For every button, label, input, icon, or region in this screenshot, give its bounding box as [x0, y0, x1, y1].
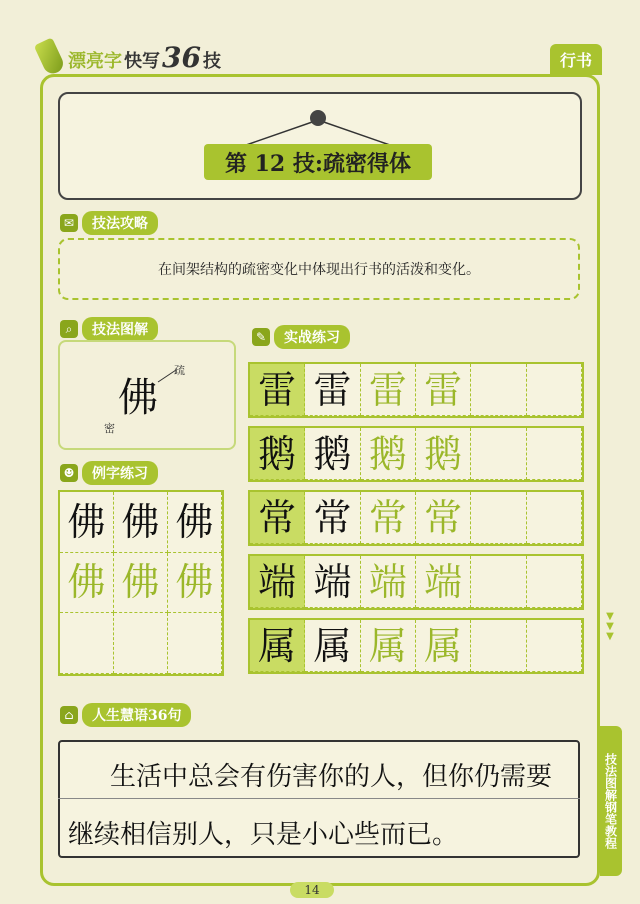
practice-cell: 端 — [305, 556, 360, 608]
practice-trace-cell: 属 — [416, 620, 471, 672]
series-logo — [40, 40, 221, 74]
practice-row — [248, 554, 584, 610]
practice-trace-cell: 鹅 — [416, 428, 471, 480]
diagram-label — [60, 318, 158, 340]
series-num: 36 — [162, 41, 201, 74]
practice-cell: 属 — [250, 620, 305, 672]
practice-grid — [248, 362, 584, 674]
tips-text: 在间架结构的疏密变化中体现出行书的活泼和变化。 — [158, 262, 480, 278]
practice-cell: 端 — [250, 556, 305, 608]
side-tab: 技法图解钢笔教程 — [600, 726, 622, 876]
pin-icon — [310, 110, 326, 126]
series-part2: 快写 — [124, 51, 160, 72]
person-icon: ☻ — [60, 464, 78, 482]
practice-label-text: 实战练习 — [274, 325, 350, 349]
diagram-label-text: 技法图解 — [82, 317, 158, 341]
pen-icon: ✎ — [252, 328, 270, 346]
practice-cell: 雷 — [250, 364, 305, 416]
example-blank-cell — [114, 613, 168, 674]
practice-trace-cell: 雷 — [416, 364, 471, 416]
practice-cell: 属 — [305, 620, 360, 672]
style-badge: 行书 — [550, 44, 602, 75]
arrow-icon — [150, 366, 180, 386]
example-blank-cell — [60, 613, 114, 674]
practice-blank-cell — [471, 556, 526, 608]
example-trace-cell: 佛 — [168, 553, 222, 614]
practice-cell: 常 — [305, 492, 360, 544]
practice-cell: 雷 — [305, 364, 360, 416]
pencil-icon — [34, 37, 66, 76]
tips-box — [58, 238, 580, 300]
envelope-icon: ✉ — [60, 214, 78, 232]
ruling-line — [58, 798, 580, 799]
practice-cell: 鹅 — [250, 428, 305, 480]
practice-label — [252, 326, 350, 348]
house-icon: ⌂ — [60, 706, 78, 724]
practice-cell: 常 — [250, 492, 305, 544]
example-trace-cell: 佛 — [60, 553, 114, 614]
practice-blank-cell — [527, 492, 582, 544]
practice-row — [248, 490, 584, 546]
practice-trace-cell: 雷 — [361, 364, 416, 416]
example-cell: 佛 — [114, 492, 168, 553]
practice-trace-cell: 端 — [361, 556, 416, 608]
series-part1: 漂亮字 — [68, 51, 122, 72]
magnifier-icon: ⌕ — [60, 320, 78, 338]
motto-line-1: 生活中总会有伤害你的人，但你仍需要 — [110, 762, 553, 792]
practice-row — [248, 362, 584, 418]
series-title — [68, 41, 221, 74]
practice-blank-cell — [471, 364, 526, 416]
practice-blank-cell — [471, 428, 526, 480]
example-label-text: 例字练习 — [82, 461, 158, 485]
arrows-icon: ▼ ▼ ▼ — [606, 611, 614, 642]
example-cell: 佛 — [168, 492, 222, 553]
note-sparse: 疏 — [174, 364, 185, 377]
practice-row — [248, 618, 584, 674]
practice-blank-cell — [471, 620, 526, 672]
practice-trace-cell: 属 — [361, 620, 416, 672]
page-number: 14 — [290, 882, 334, 898]
tips-label-text: 技法攻略 — [82, 211, 158, 235]
motto-label — [60, 704, 191, 726]
practice-trace-cell: 常 — [416, 492, 471, 544]
practice-blank-cell — [527, 428, 582, 480]
practice-blank-cell — [527, 364, 582, 416]
example-cell: 佛 — [60, 492, 114, 553]
example-grid — [58, 490, 224, 676]
diagram-char: 佛 — [118, 375, 158, 421]
motto-line-2: 继续相信别人，只是小心些而已。 — [68, 820, 459, 850]
tips-label — [60, 212, 158, 234]
series-part3: 技 — [202, 51, 221, 72]
practice-blank-cell — [527, 620, 582, 672]
practice-trace-cell: 端 — [416, 556, 471, 608]
example-blank-cell — [168, 613, 222, 674]
practice-blank-cell — [527, 556, 582, 608]
practice-cell: 鹅 — [305, 428, 360, 480]
practice-blank-cell — [471, 492, 526, 544]
example-label — [60, 462, 158, 484]
practice-row — [248, 426, 584, 482]
motto-label-text: 人生慧语36句 — [82, 703, 191, 727]
practice-trace-cell: 鹅 — [361, 428, 416, 480]
practice-trace-cell: 常 — [361, 492, 416, 544]
example-trace-cell: 佛 — [114, 553, 168, 614]
note-dense: 密 — [104, 422, 115, 435]
lesson-title: 第 12 技:疏密得体 — [204, 144, 432, 180]
